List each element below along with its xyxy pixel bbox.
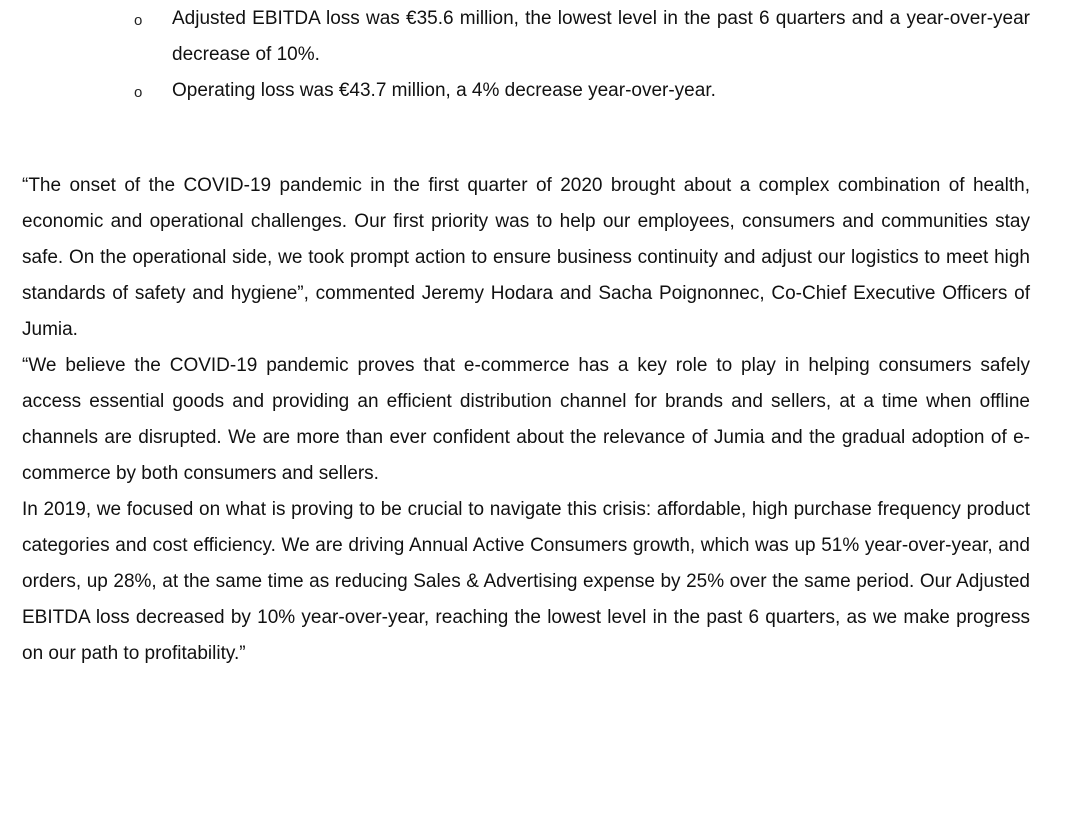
quote-block: [22, 168, 1030, 672]
bullet-marker-icon: o: [134, 12, 143, 29]
paragraph: “The onset of the COVID-19 pandemic in the first quarter of 2020 brought about a complex combination of health, economic and operational challenges. Our first priority was to help our employees, consumers and communities stay safe. On the operational side, we took prompt action to ensure business continuity and adjust our logistics to meet high standards of safety and hygiene”, commented Jeremy Hodara and Sacha Poignonnec, Co-Chief Executive Officers of Jumia.: [22, 175, 1030, 340]
bullet-list: [0, 1, 1080, 109]
bullet-text: Adjusted EBITDA loss was €35.6 million, the lowest level in the past 6 quarters and a year-over-year decrease of 10%.: [172, 8, 1030, 65]
paragraph: In 2019, we focused on what is proving to be crucial to navigate this crisis: affordable, high purchase frequency product categories and cost efficiency. We are driving Annual Active Consumers growth, which was up 51% year-over-year, and orders, up 28%, at the same time as reducing Sales & Advertising expense by 25% over the same period. Our Adjusted EBITDA loss decreased by 10% year-over-year, reaching the lowest level in the past 6 quarters, as we make progress on our path to profitability.”: [22, 499, 1030, 664]
bullet-item: [0, 73, 1030, 109]
bullet-marker-icon: o: [134, 84, 143, 101]
paragraph: “We believe the COVID-19 pandemic proves that e-commerce has a key role to play in helping consumers safely access essential goods and providing an efficient distribution channel for brands and sellers, at a time when offline channels are disrupted. We are more than ever confident about the relevance of Jumia and the gradual adoption of e-commerce by both consumers and sellers.: [22, 355, 1030, 484]
bullet-text: Operating loss was €43.7 million, a 4% decrease year-over-year.: [172, 80, 716, 101]
bullet-item: [0, 1, 1030, 73]
